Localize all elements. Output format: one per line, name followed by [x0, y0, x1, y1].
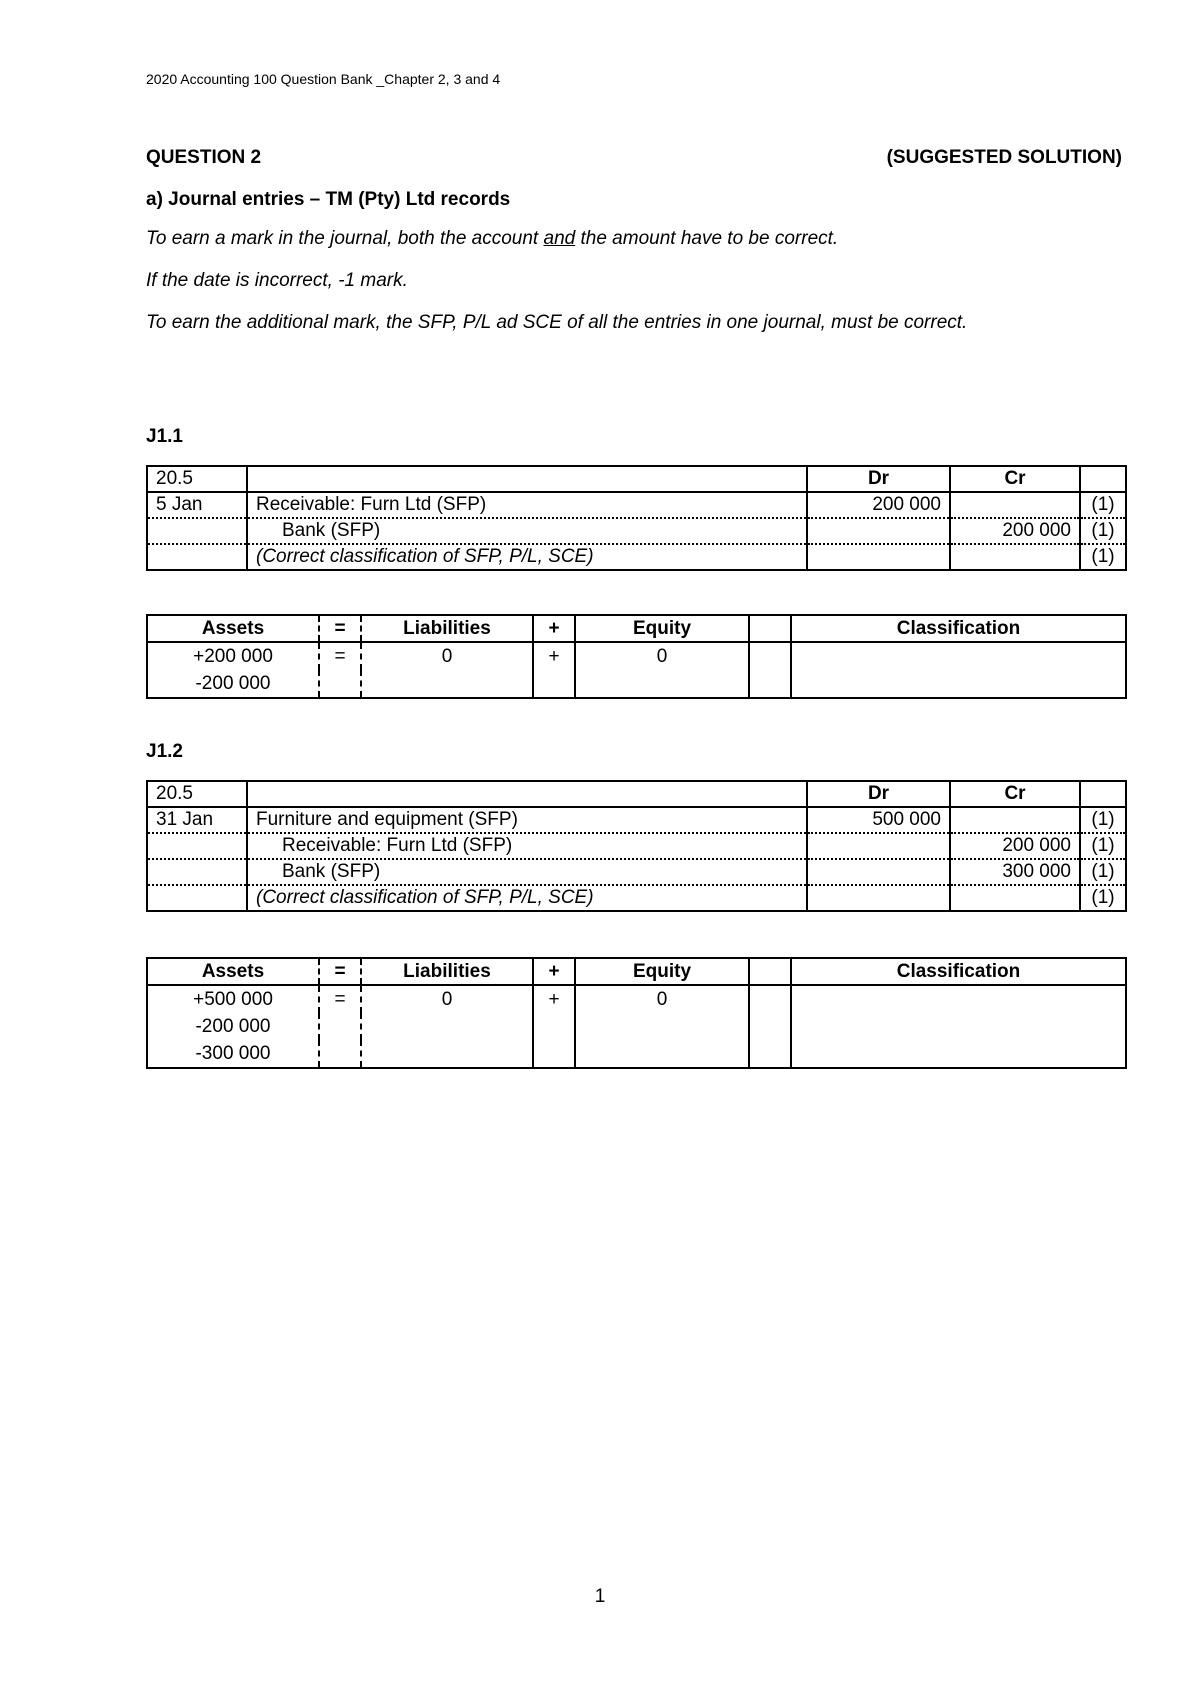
liabilities-cell	[361, 670, 533, 698]
equals-header: =	[319, 958, 361, 985]
journal-row	[147, 807, 1126, 833]
assets-header: Assets	[147, 958, 319, 985]
journal-mark: (1)	[1080, 492, 1126, 518]
classification-cell	[791, 642, 1126, 670]
journal-row	[147, 885, 1126, 911]
journal-head-row	[147, 781, 1126, 807]
journal-mark: (1)	[1080, 544, 1126, 570]
journal-mark: (1)	[1080, 518, 1126, 544]
journal-row	[147, 833, 1126, 859]
plus-cell	[533, 1040, 575, 1068]
equity-cell: 0	[575, 642, 749, 670]
classification-header: Classification	[791, 958, 1126, 985]
journal-cr	[950, 807, 1080, 833]
journal-dr	[807, 859, 950, 885]
journal-dr: 200 000	[807, 492, 950, 518]
journal-account: (Correct classification of SFP, P/L, SCE)	[247, 544, 807, 570]
journal-cr	[950, 544, 1080, 570]
assets-cell: -300 000	[147, 1040, 319, 1068]
journal-year: 20.5	[147, 466, 247, 492]
equals-header: =	[319, 615, 361, 642]
journal-mark: (1)	[1080, 833, 1126, 859]
equation-head-row	[147, 615, 1126, 642]
instruction-2: If the date is incorrect, -1 mark.	[146, 270, 408, 291]
journal-account: Receivable: Furn Ltd (SFP)	[247, 492, 807, 518]
liabilities-cell	[361, 1013, 533, 1040]
plus-cell: +	[533, 985, 575, 1013]
equity-cell	[575, 1013, 749, 1040]
journal-cr: 200 000	[950, 518, 1080, 544]
journal-cr	[950, 885, 1080, 911]
assets-header: Assets	[147, 615, 319, 642]
solution-label: (SUGGESTED SOLUTION)	[886, 147, 1122, 168]
journal-table	[146, 465, 1127, 571]
journal-date: 31 Jan	[147, 807, 247, 833]
page-number: 1	[594, 1586, 606, 1607]
plus-cell	[533, 670, 575, 698]
journal-date	[147, 544, 247, 570]
journal-dr: 500 000	[807, 807, 950, 833]
classification-cell	[791, 1040, 1126, 1068]
question-title: QUESTION 2	[146, 147, 262, 168]
equity-cell	[575, 670, 749, 698]
journal-row	[147, 518, 1126, 544]
accounting-equation-table	[146, 614, 1127, 699]
equation-row	[147, 1040, 1126, 1068]
equity-header: Equity	[575, 615, 749, 642]
classification-cell	[791, 1013, 1126, 1040]
journal-table	[146, 780, 1127, 912]
journal-date	[147, 518, 247, 544]
assets-cell: -200 000	[147, 670, 319, 698]
journal-account: (Correct classification of SFP, P/L, SCE)	[247, 885, 807, 911]
journal-cr: 300 000	[950, 859, 1080, 885]
equals-cell	[319, 670, 361, 698]
liabilities-header: Liabilities	[361, 958, 533, 985]
cr-header: Cr	[950, 781, 1080, 807]
plus-header: +	[533, 958, 575, 985]
journal-date	[147, 885, 247, 911]
instruction-3: To earn the additional mark, the SFP, P/L ad SCE of all the entries in one journal, must be correct.	[146, 312, 968, 333]
journal-row	[147, 544, 1126, 570]
instruction-1: To earn a mark in the journal, both the account and the amount have to be correct.	[146, 228, 839, 249]
equation-head-row	[147, 958, 1126, 985]
equation-row	[147, 670, 1126, 698]
equals-cell: =	[319, 985, 361, 1013]
journal-date: 5 Jan	[147, 492, 247, 518]
journal-cr: 200 000	[950, 833, 1080, 859]
journal-account: Furniture and equipment (SFP)	[247, 807, 807, 833]
journal-date	[147, 859, 247, 885]
assets-cell: +200 000	[147, 642, 319, 670]
journal-mark: (1)	[1080, 885, 1126, 911]
journal-mark: (1)	[1080, 807, 1126, 833]
equation-row	[147, 642, 1126, 670]
assets-cell: -200 000	[147, 1013, 319, 1040]
cr-header: Cr	[950, 466, 1080, 492]
page-header: 2020 Accounting 100 Question Bank _Chapter 2, 3 and 4	[146, 71, 501, 87]
plus-cell: +	[533, 642, 575, 670]
journal-dr	[807, 885, 950, 911]
equity-cell: 0	[575, 985, 749, 1013]
journal-label: J1.1	[146, 426, 183, 447]
plus-header: +	[533, 615, 575, 642]
liabilities-cell: 0	[361, 642, 533, 670]
equation-row	[147, 985, 1126, 1013]
equals-cell	[319, 1013, 361, 1040]
journal-year: 20.5	[147, 781, 247, 807]
journal-date	[147, 833, 247, 859]
dr-header: Dr	[807, 466, 950, 492]
equation-row	[147, 1013, 1126, 1040]
liabilities-header: Liabilities	[361, 615, 533, 642]
liabilities-cell	[361, 1040, 533, 1068]
liabilities-cell: 0	[361, 985, 533, 1013]
classification-header: Classification	[791, 615, 1126, 642]
equity-cell	[575, 1040, 749, 1068]
journal-account: Bank (SFP)	[247, 859, 807, 885]
equals-cell: =	[319, 642, 361, 670]
journal-account: Receivable: Furn Ltd (SFP)	[247, 833, 807, 859]
equals-cell	[319, 1040, 361, 1068]
journal-head-row	[147, 466, 1126, 492]
equity-header: Equity	[575, 958, 749, 985]
journal-dr	[807, 833, 950, 859]
journal-dr	[807, 518, 950, 544]
journal-cr	[950, 492, 1080, 518]
assets-cell: +500 000	[147, 985, 319, 1013]
journal-account: Bank (SFP)	[247, 518, 807, 544]
plus-cell	[533, 1013, 575, 1040]
journal-mark: (1)	[1080, 859, 1126, 885]
accounting-equation-table	[146, 957, 1127, 1069]
journal-dr	[807, 544, 950, 570]
classification-cell	[791, 985, 1126, 1013]
journal-row	[147, 492, 1126, 518]
journal-label: J1.2	[146, 741, 183, 762]
dr-header: Dr	[807, 781, 950, 807]
classification-cell	[791, 670, 1126, 698]
section-title: a) Journal entries – TM (Pty) Ltd records	[146, 189, 511, 210]
journal-row	[147, 859, 1126, 885]
